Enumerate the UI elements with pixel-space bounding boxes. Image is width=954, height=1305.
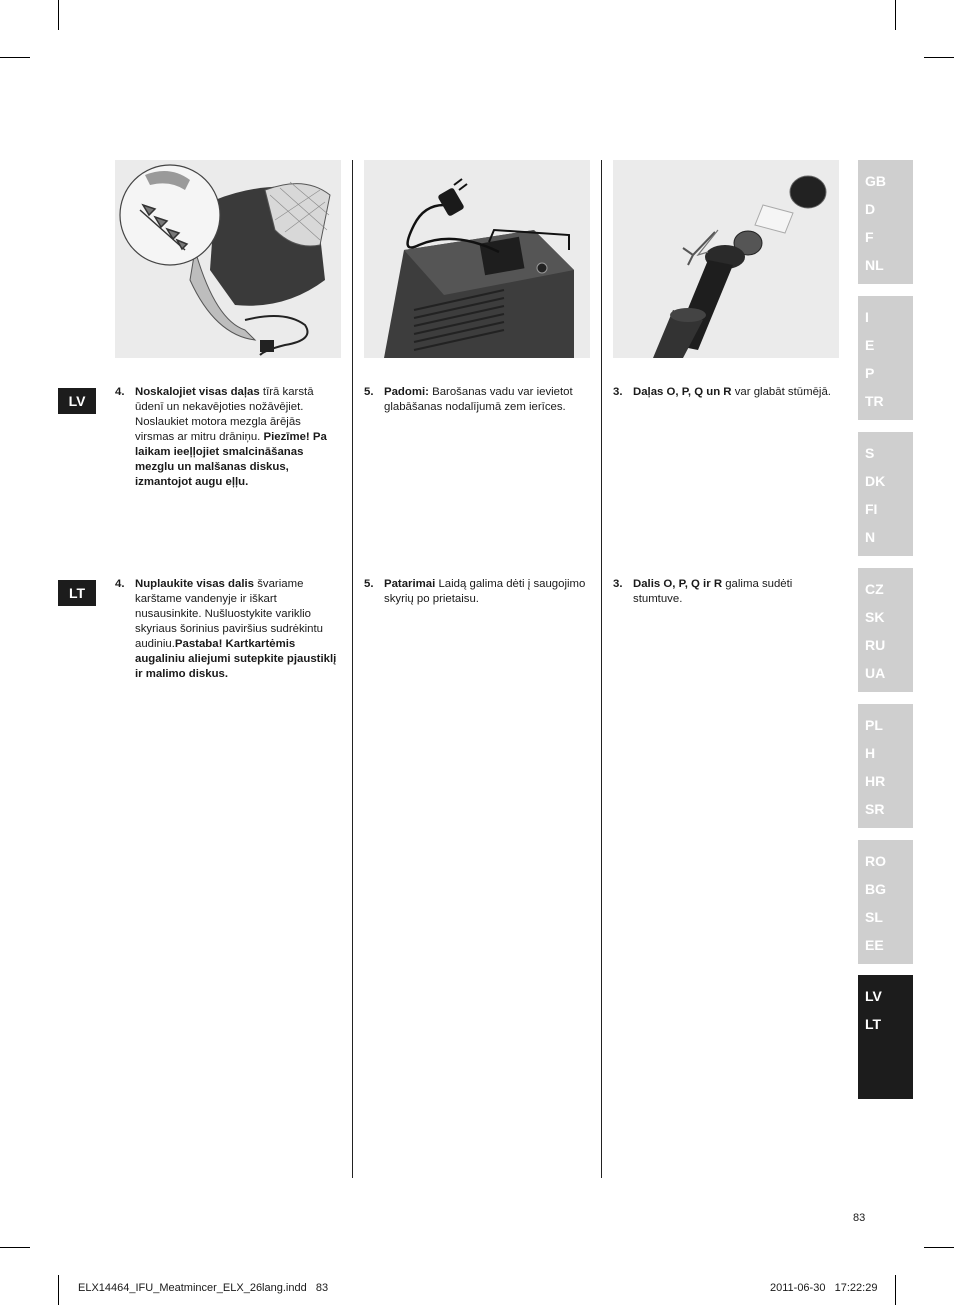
tab-label-n: N bbox=[865, 529, 876, 545]
tab-label-lv: LV bbox=[865, 988, 882, 1004]
step-number: 3. bbox=[613, 386, 623, 398]
tab-label-ua: UA bbox=[865, 665, 886, 681]
crop-mark bbox=[58, 0, 59, 30]
step-lead: Noskalojiet visas daļas bbox=[135, 386, 260, 398]
step-lead: Daļas O, P, Q un R bbox=[633, 386, 732, 398]
step-number: 5. bbox=[364, 578, 374, 590]
column-divider bbox=[352, 160, 353, 1178]
footer-date: 2011-06-30 17:22:29 bbox=[770, 1282, 878, 1294]
step-text: galima sudėti stumtuve. bbox=[633, 578, 793, 605]
tab-label-cz: CZ bbox=[865, 581, 884, 597]
step-text: Laidą galima dėti į saugojimo skyrių po prietaisu. bbox=[384, 578, 586, 605]
tab-label-e: E bbox=[865, 337, 875, 353]
tab-label-ee: EE bbox=[865, 937, 884, 953]
tab-label-hr: HR bbox=[865, 773, 886, 789]
tab-label-nl: NL bbox=[865, 257, 884, 273]
step-lead: Padomi: bbox=[384, 386, 429, 398]
step-note: Piezīme! Pa laikam ieeļļojiet smalcināšanas mezglu un malšanas diskus, izmantojot augu eļļu. bbox=[135, 431, 327, 488]
tab-label-f: F bbox=[865, 229, 874, 245]
step-text: švariame karštame vandenyje ir iškart nusausinkite. Nušluostykite variklio skyriaus šorinius paviršius sudrėkintu audiniu. bbox=[135, 578, 324, 650]
lt-step-parts bbox=[613, 577, 833, 607]
step-lead: Dalis O, P, Q ir R bbox=[633, 578, 723, 590]
tab-label-h: H bbox=[865, 745, 876, 761]
step-number: 3. bbox=[613, 578, 623, 590]
crop-mark bbox=[0, 1247, 30, 1248]
language-tag-lv: LV bbox=[58, 388, 96, 414]
parts-storage-illustration-graphic bbox=[613, 160, 839, 358]
illustration-cord-storage bbox=[364, 160, 590, 358]
tab-label-gb: GB bbox=[865, 173, 886, 189]
tab-label-ro: RO bbox=[865, 853, 886, 869]
step-number: 4. bbox=[115, 386, 125, 398]
crop-mark bbox=[895, 0, 896, 30]
cord-storage-illustration-graphic bbox=[364, 160, 590, 358]
tab-label-sr: SR bbox=[865, 801, 885, 817]
tab-label-tr: TR bbox=[865, 393, 884, 409]
step-text: var glabāt stūmējā. bbox=[731, 386, 831, 398]
illustration-parts-storage bbox=[613, 160, 839, 358]
crop-mark bbox=[924, 1247, 954, 1248]
cleaning-illustration-graphic bbox=[115, 160, 341, 358]
language-tab-group-5[interactable] bbox=[858, 704, 913, 828]
crop-mark bbox=[0, 57, 30, 58]
lt-step-cleaning bbox=[115, 577, 339, 682]
tab-label-fi: FI bbox=[865, 501, 878, 517]
language-tab-group-4[interactable] bbox=[858, 568, 913, 692]
lt-step-cord bbox=[364, 577, 590, 607]
tab-label-dk: DK bbox=[865, 473, 886, 489]
tab-label-s: S bbox=[865, 445, 875, 461]
crop-mark bbox=[895, 1275, 896, 1305]
tab-label-i: I bbox=[865, 309, 869, 325]
tab-label-d: D bbox=[865, 201, 876, 217]
language-tab-group-6[interactable] bbox=[858, 840, 913, 964]
tab-label-lt: LT bbox=[865, 1016, 882, 1032]
crop-mark bbox=[924, 57, 954, 58]
step-note: Pastaba! Kartkartėmis augaliniu aliejumi sutepkite pjaustiklį ir malimo diskus. bbox=[135, 638, 337, 680]
step-number: 5. bbox=[364, 386, 374, 398]
tab-label-ru: RU bbox=[865, 637, 886, 653]
step-text: Barošanas vadu var ievietot glabāšanas nodalījumā zem ierīces. bbox=[384, 386, 573, 413]
step-text: tīrā karstā ūdenī un nekavējoties nožāvējiet. Noslaukiet motora mezgla ārējās virsmas ar mitru drāniņu. bbox=[135, 386, 314, 443]
lv-step-parts bbox=[613, 385, 845, 400]
lv-step-cord bbox=[364, 385, 590, 415]
lv-step-cleaning bbox=[115, 385, 337, 490]
tab-label-sk: SK bbox=[865, 609, 885, 625]
footer-file-name: ELX14464_IFU_Meatmincer_ELX_26lang.indd 83 bbox=[78, 1282, 329, 1294]
tab-label-sl: SL bbox=[865, 909, 883, 925]
language-tab-group-3[interactable] bbox=[858, 432, 913, 556]
language-tab-group-active[interactable] bbox=[858, 975, 913, 1099]
crop-mark bbox=[58, 1275, 59, 1305]
language-tab-group-1[interactable] bbox=[858, 160, 913, 284]
language-tag-lt: LT bbox=[58, 580, 96, 606]
tab-label-bg: BG bbox=[865, 881, 886, 897]
step-lead: Patarimai bbox=[384, 578, 436, 590]
step-lead: Nuplaukite visas dalis bbox=[135, 578, 255, 590]
tab-label-p: P bbox=[865, 365, 875, 381]
step-number: 4. bbox=[115, 578, 125, 590]
page-number: 83 bbox=[853, 1212, 866, 1224]
tab-label-pl: PL bbox=[865, 717, 883, 733]
language-tab-group-2[interactable] bbox=[858, 296, 913, 420]
illustration-cleaning bbox=[115, 160, 341, 358]
column-divider bbox=[601, 160, 602, 1178]
